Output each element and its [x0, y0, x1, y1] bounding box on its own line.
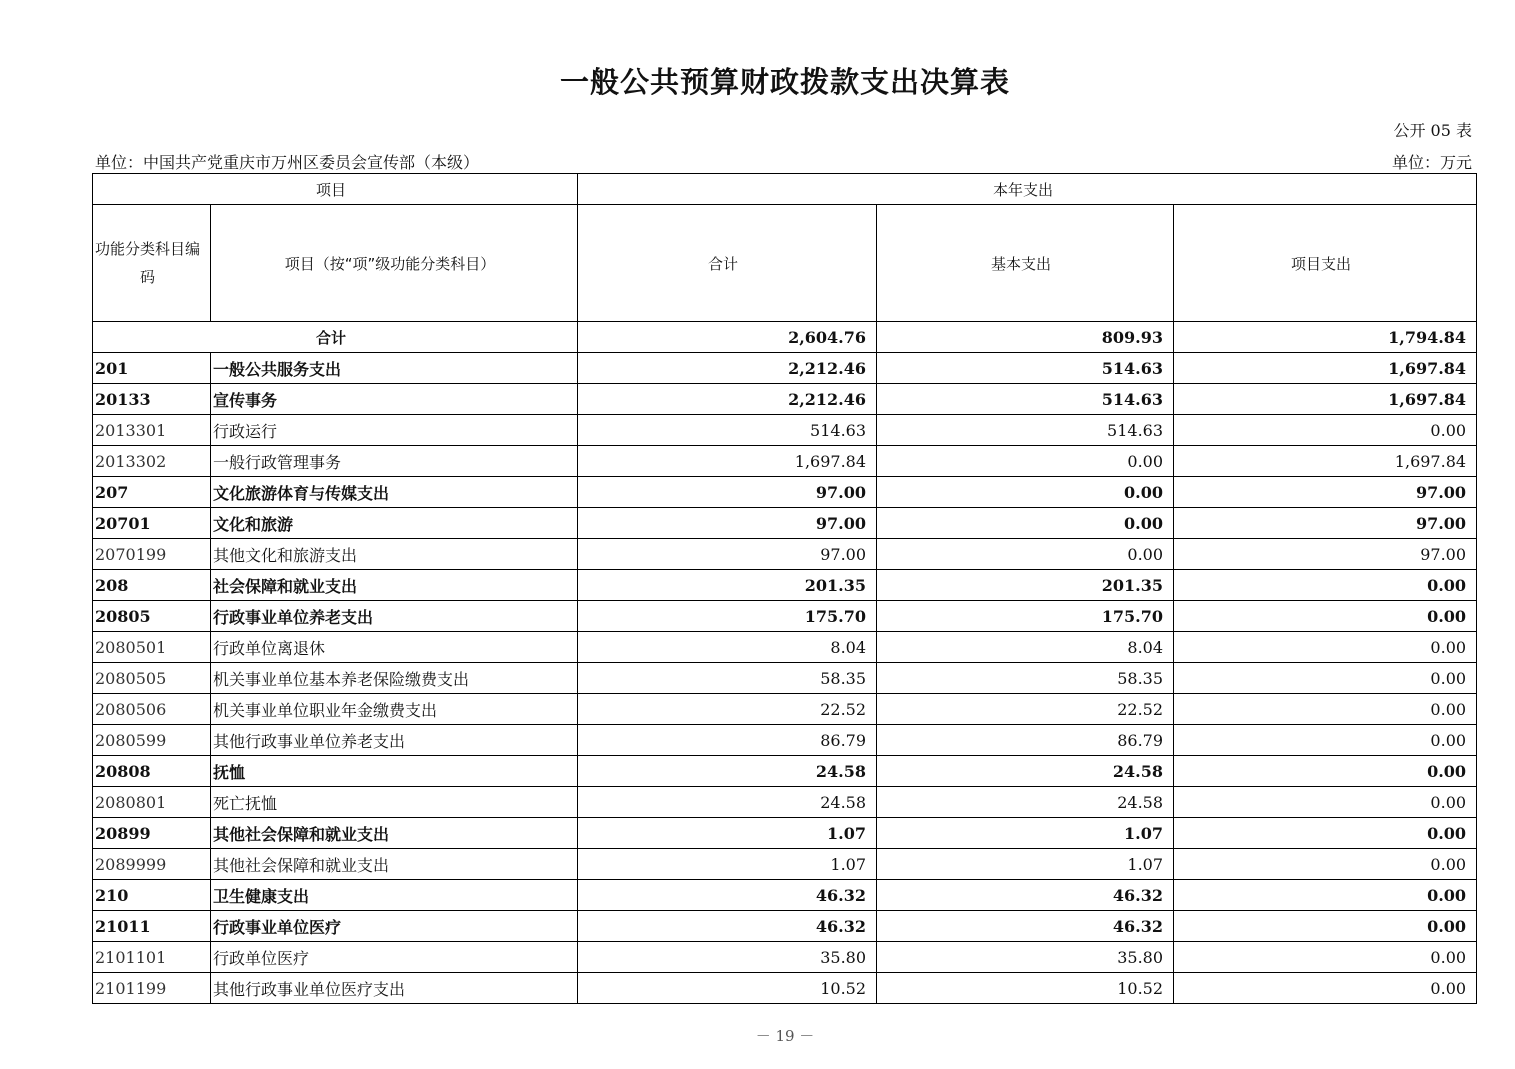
- row-project: 97.00: [1174, 477, 1477, 508]
- row-code: 2080506: [93, 694, 211, 725]
- row-basic: 514.63: [877, 384, 1174, 415]
- table-row: [93, 508, 1477, 539]
- row-project: 97.00: [1174, 539, 1477, 570]
- table-row: [93, 601, 1477, 632]
- row-total: 2,212.46: [578, 384, 877, 415]
- row-basic: 0.00: [877, 477, 1174, 508]
- row-total: 24.58: [578, 756, 877, 787]
- header-name: 项目（按“项”级功能分类科目）: [211, 205, 578, 322]
- row-code: 2080501: [93, 632, 211, 663]
- row-name: 死亡抚恤: [211, 787, 578, 818]
- row-name: 卫生健康支出: [211, 880, 578, 911]
- row-project: 0.00: [1174, 880, 1477, 911]
- table-row: [93, 539, 1477, 570]
- row-total: 22.52: [578, 694, 877, 725]
- table-row: [93, 663, 1477, 694]
- row-code: 2070199: [93, 539, 211, 570]
- row-basic: 86.79: [877, 725, 1174, 756]
- row-basic: 35.80: [877, 942, 1174, 973]
- table-row: [93, 632, 1477, 663]
- row-total: 2,212.46: [578, 353, 877, 384]
- header-row-columns: [93, 205, 1477, 322]
- row-project: 0.00: [1174, 415, 1477, 446]
- table-row: [93, 694, 1477, 725]
- row-total: 8.04: [578, 632, 877, 663]
- row-basic: 10.52: [877, 973, 1174, 1004]
- row-basic: 46.32: [877, 911, 1174, 942]
- total-project: 1,794.84: [1174, 322, 1477, 353]
- row-code: 2080599: [93, 725, 211, 756]
- table-row: [93, 849, 1477, 880]
- total-amount: 2,604.76: [578, 322, 877, 353]
- header-total: 合计: [578, 205, 877, 322]
- unit-organization: 单位：中国共产党重庆市万州区委员会宣传部（本级）: [95, 153, 480, 172]
- total-row: [93, 322, 1477, 353]
- row-name: 行政运行: [211, 415, 578, 446]
- row-basic: 24.58: [877, 787, 1174, 818]
- row-total: 1,697.84: [578, 446, 877, 477]
- row-code: 2101199: [93, 973, 211, 1004]
- row-project: 0.00: [1174, 632, 1477, 663]
- row-project: 0.00: [1174, 818, 1477, 849]
- row-name: 行政单位医疗: [211, 942, 578, 973]
- table-row: [93, 353, 1477, 384]
- row-code: 2013302: [93, 446, 211, 477]
- header-basic: 基本支出: [877, 205, 1174, 322]
- row-project: 1,697.84: [1174, 446, 1477, 477]
- row-project: 0.00: [1174, 973, 1477, 1004]
- row-code: 20133: [93, 384, 211, 415]
- row-code: 201: [93, 353, 211, 384]
- row-total: 97.00: [578, 539, 877, 570]
- table-row: [93, 477, 1477, 508]
- row-basic: 514.63: [877, 353, 1174, 384]
- row-code: 20899: [93, 818, 211, 849]
- row-name: 机关事业单位基本养老保险缴费支出: [211, 663, 578, 694]
- row-project: 1,697.84: [1174, 353, 1477, 384]
- row-name: 行政事业单位医疗: [211, 911, 578, 942]
- row-total: 35.80: [578, 942, 877, 973]
- header-code: 功能分类科目编码: [93, 205, 211, 322]
- row-basic: 201.35: [877, 570, 1174, 601]
- row-project: 1,697.84: [1174, 384, 1477, 415]
- row-total: 1.07: [578, 849, 877, 880]
- row-name: 社会保障和就业支出: [211, 570, 578, 601]
- budget-table: [92, 173, 1477, 1004]
- row-project: 0.00: [1174, 725, 1477, 756]
- row-total: 86.79: [578, 725, 877, 756]
- table-row: [93, 880, 1477, 911]
- row-basic: 0.00: [877, 508, 1174, 539]
- row-basic: 514.63: [877, 415, 1174, 446]
- row-name: 文化和旅游: [211, 508, 578, 539]
- row-total: 46.32: [578, 911, 877, 942]
- row-name: 其他行政事业单位医疗支出: [211, 973, 578, 1004]
- row-name: 机关事业单位职业年金缴费支出: [211, 694, 578, 725]
- row-code: 21011: [93, 911, 211, 942]
- header-current-year: 本年支出: [578, 174, 1477, 205]
- row-name: 文化旅游体育与传媒支出: [211, 477, 578, 508]
- row-total: 24.58: [578, 787, 877, 818]
- row-name: 行政单位离退休: [211, 632, 578, 663]
- row-code: 210: [93, 880, 211, 911]
- header-project: 项目: [93, 174, 578, 205]
- row-basic: 1.07: [877, 849, 1174, 880]
- row-project: 0.00: [1174, 694, 1477, 725]
- row-name: 抚恤: [211, 756, 578, 787]
- row-code: 20808: [93, 756, 211, 787]
- row-basic: 175.70: [877, 601, 1174, 632]
- table-row: [93, 973, 1477, 1004]
- table-row: [93, 756, 1477, 787]
- row-code: 2089999: [93, 849, 211, 880]
- row-name: 其他行政事业单位养老支出: [211, 725, 578, 756]
- row-project: 0.00: [1174, 911, 1477, 942]
- total-basic: 809.93: [877, 322, 1174, 353]
- row-name: 宣传事务: [211, 384, 578, 415]
- row-name: 一般行政管理事务: [211, 446, 578, 477]
- header-row-group: [93, 174, 1477, 205]
- row-basic: 24.58: [877, 756, 1174, 787]
- row-code: 20701: [93, 508, 211, 539]
- table-row: [93, 818, 1477, 849]
- row-name: 一般公共服务支出: [211, 353, 578, 384]
- total-label: 合计: [93, 322, 578, 353]
- row-basic: 22.52: [877, 694, 1174, 725]
- form-number: 公开 05 表: [1393, 121, 1472, 140]
- row-code: 2080505: [93, 663, 211, 694]
- row-name: 其他社会保障和就业支出: [211, 849, 578, 880]
- row-project: 0.00: [1174, 601, 1477, 632]
- table-row: [93, 446, 1477, 477]
- row-project: 0.00: [1174, 570, 1477, 601]
- page-number: － 19 －: [755, 1027, 815, 1045]
- row-basic: 46.32: [877, 880, 1174, 911]
- row-total: 175.70: [578, 601, 877, 632]
- unit-currency: 单位：万元: [1391, 153, 1472, 172]
- row-project: 0.00: [1174, 787, 1477, 818]
- page-title: 一般公共预算财政拨款支出决算表: [559, 65, 1010, 99]
- row-code: 2013301: [93, 415, 211, 446]
- row-total: 97.00: [578, 508, 877, 539]
- table-row: [93, 911, 1477, 942]
- header-project-expense: 项目支出: [1174, 205, 1477, 322]
- row-project: 97.00: [1174, 508, 1477, 539]
- row-project: 0.00: [1174, 849, 1477, 880]
- table-row: [93, 384, 1477, 415]
- row-code: 208: [93, 570, 211, 601]
- row-total: 58.35: [578, 663, 877, 694]
- row-basic: 58.35: [877, 663, 1174, 694]
- row-project: 0.00: [1174, 756, 1477, 787]
- row-project: 0.00: [1174, 942, 1477, 973]
- row-total: 1.07: [578, 818, 877, 849]
- row-basic: 1.07: [877, 818, 1174, 849]
- row-total: 46.32: [578, 880, 877, 911]
- row-basic: 0.00: [877, 446, 1174, 477]
- table-row: [93, 942, 1477, 973]
- row-code: 207: [93, 477, 211, 508]
- row-code: 2101101: [93, 942, 211, 973]
- row-total: 201.35: [578, 570, 877, 601]
- row-code: 20805: [93, 601, 211, 632]
- table-row: [93, 415, 1477, 446]
- table-row: [93, 570, 1477, 601]
- row-project: 0.00: [1174, 663, 1477, 694]
- row-basic: 0.00: [877, 539, 1174, 570]
- table-row: [93, 787, 1477, 818]
- row-code: 2080801: [93, 787, 211, 818]
- row-name: 其他社会保障和就业支出: [211, 818, 578, 849]
- row-name: 其他文化和旅游支出: [211, 539, 578, 570]
- table-row: [93, 725, 1477, 756]
- row-total: 97.00: [578, 477, 877, 508]
- row-total: 514.63: [578, 415, 877, 446]
- row-name: 行政事业单位养老支出: [211, 601, 578, 632]
- row-total: 10.52: [578, 973, 877, 1004]
- row-basic: 8.04: [877, 632, 1174, 663]
